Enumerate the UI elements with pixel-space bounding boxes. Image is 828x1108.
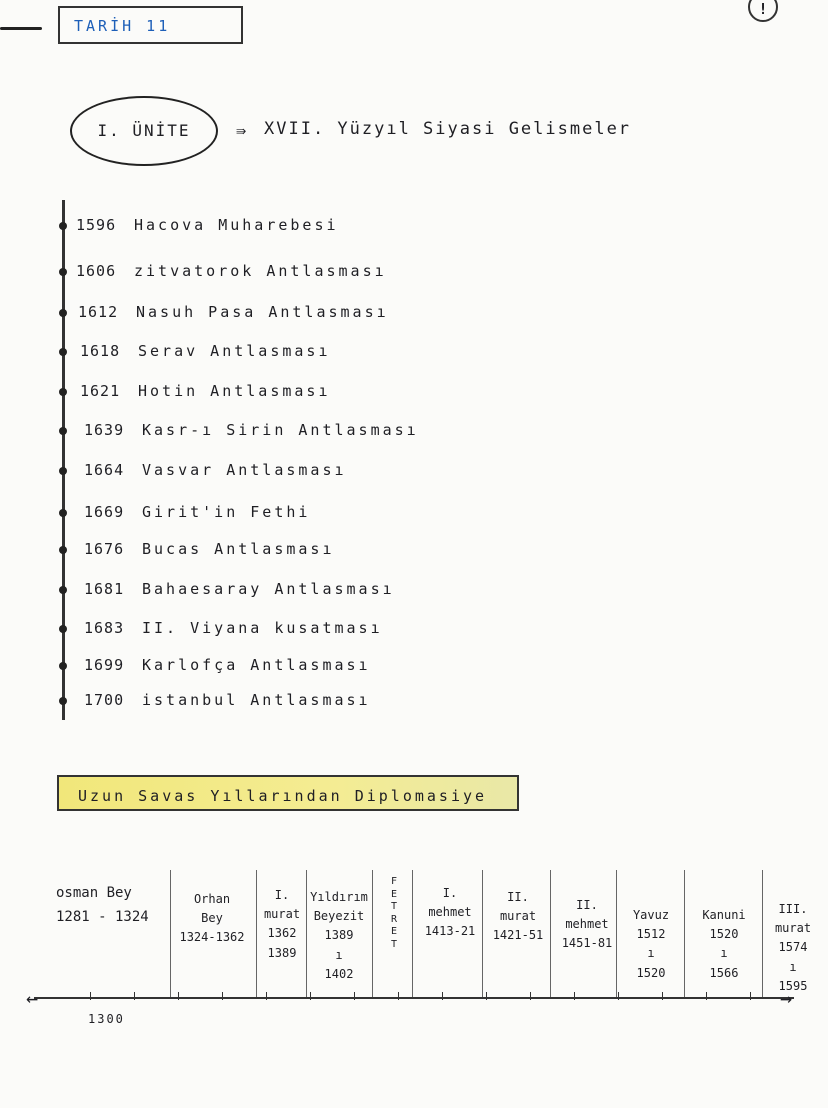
timeline-dot — [59, 388, 67, 396]
page-title: TARİH 11 — [58, 6, 243, 44]
ruler-column — [258, 886, 306, 963]
ruler-column — [308, 888, 370, 984]
ruler-line: III. — [778, 902, 808, 916]
ruler-divider — [306, 870, 307, 998]
event-row — [84, 540, 335, 562]
axis-tick — [90, 992, 91, 1000]
event-name: Hacova Muharebesi — [134, 216, 339, 234]
timeline-dot — [59, 268, 67, 276]
ruler-divider — [412, 870, 413, 998]
axis-tick — [222, 992, 223, 1000]
event-year: 1669 — [84, 503, 125, 521]
event-year: 1596 — [76, 216, 117, 234]
ruler-line: ı — [789, 959, 797, 974]
unit-label: I. ÜNİTE — [70, 96, 218, 166]
arrow-right-icon: ⇛ — [236, 121, 247, 141]
event-name: zitvatorok Antlasması — [134, 262, 387, 280]
event-year: 1639 — [84, 421, 125, 439]
axis-tick — [530, 992, 531, 1000]
ruler-line: Yavuz — [632, 908, 670, 922]
ruler-column — [420, 884, 480, 942]
time-axis — [34, 997, 794, 999]
ruler-line: I. — [442, 886, 458, 900]
ruler-line: 1512 — [636, 927, 666, 942]
ruler-line: II. — [576, 898, 598, 912]
event-name: istanbul Antlasması — [142, 691, 371, 709]
event-row — [78, 303, 389, 325]
axis-tick — [398, 992, 399, 1000]
event-year: 1700 — [84, 691, 125, 709]
ruler-line: osman Bey — [56, 885, 132, 901]
axis-tick — [442, 992, 443, 1000]
ruler-column — [488, 888, 548, 946]
event-row — [84, 421, 419, 443]
event-row — [84, 580, 395, 602]
event-row — [84, 691, 371, 713]
ruler-line: mehmet — [565, 917, 609, 932]
event-row — [80, 342, 331, 364]
highlight-text: Uzun Savas Yıllarından Diplomasiye — [78, 787, 488, 805]
ruler-line: Yıldırım — [310, 890, 368, 904]
ruler-line: 1324-1362 — [179, 930, 245, 945]
ruler-column — [620, 906, 682, 983]
event-year: 1676 — [84, 540, 125, 558]
ruler-column — [172, 890, 252, 948]
axis-tick — [178, 992, 179, 1000]
ruler-line: 1520 — [636, 965, 666, 980]
ruler-line: Kanuni — [702, 908, 746, 922]
ruler-line: 1281 - 1324 — [56, 908, 149, 925]
ruler-column — [768, 900, 818, 996]
event-name: Girit'in Fethi — [142, 503, 311, 521]
event-name: II. Viyana kusatması — [142, 619, 383, 637]
ruler-divider — [616, 870, 617, 998]
ruler-line: E — [390, 926, 398, 937]
ruler-line: F — [390, 876, 398, 887]
event-year: 1683 — [84, 619, 125, 637]
axis-tick — [354, 992, 355, 1000]
timeline-dot — [59, 222, 67, 230]
ruler-column — [56, 882, 168, 930]
ruler-line: 1451-81 — [561, 936, 613, 951]
axis-tick — [662, 992, 663, 1000]
event-row — [76, 262, 387, 284]
event-timeline-line — [62, 200, 65, 720]
axis-tick — [618, 992, 619, 1000]
event-name: Vasvar Antlasması — [142, 461, 347, 479]
event-name: Kasr-ı Sirin Antlasması — [142, 421, 419, 439]
ruler-line: 1595 — [778, 978, 808, 993]
margin-dash — [0, 27, 42, 30]
ruler-divider — [372, 870, 373, 998]
timeline-dot — [59, 662, 67, 670]
info-icon: ! — [748, 0, 778, 22]
ruler-line: ı — [647, 946, 655, 961]
event-row — [84, 656, 371, 678]
event-name: Bucas Antlasması — [142, 540, 335, 558]
unit-title: XVII. Yüzyıl Siyasi Gelismeler — [264, 119, 632, 139]
axis-tick — [574, 992, 575, 1000]
ruler-line: ı — [335, 947, 343, 962]
ruler-line: II. — [507, 890, 529, 904]
ruler-line: 1389 — [267, 945, 297, 960]
event-year: 1664 — [84, 461, 125, 479]
event-year: 1681 — [84, 580, 125, 598]
event-name: Nasuh Pasa Antlasması — [136, 303, 389, 321]
timeline-dot — [59, 348, 67, 356]
ruler-line: 1520 — [709, 927, 739, 942]
event-year: 1606 — [76, 262, 117, 280]
timeline-dot — [59, 467, 67, 475]
ruler-line: 1574 — [778, 940, 808, 955]
ruler-line: R — [390, 913, 398, 925]
arrow-left-icon: ← — [26, 986, 39, 1010]
ruler-line: 1421-51 — [492, 928, 544, 943]
event-name: Karlofça Antlasması — [142, 656, 371, 674]
ruler-line: ı — [720, 946, 728, 961]
event-name: Serav Antlasması — [138, 342, 331, 360]
ruler-line: T — [390, 901, 398, 912]
timeline-dot — [59, 309, 67, 317]
ruler-divider — [482, 870, 483, 998]
timeline-dot — [59, 697, 67, 705]
axis-tick — [486, 992, 487, 1000]
axis-start-label: 1300 — [88, 1012, 125, 1026]
timeline-dot — [59, 625, 67, 633]
event-year: 1621 — [80, 382, 121, 400]
event-name: Hotin Antlasması — [138, 382, 331, 400]
ruler-divider — [684, 870, 685, 998]
ruler-column — [383, 876, 405, 951]
ruler-line: 1413-21 — [424, 924, 476, 939]
event-row — [84, 619, 383, 641]
event-row — [84, 461, 347, 483]
event-row — [84, 503, 310, 525]
ruler-line: Orhan — [193, 892, 231, 906]
timeline-dot — [59, 427, 67, 435]
ruler-line: 1362 — [267, 926, 297, 941]
ruler-line: 1566 — [709, 965, 739, 980]
timeline-dot — [59, 586, 67, 594]
event-row — [76, 216, 339, 238]
ruler-column — [690, 906, 758, 983]
event-name: Bahaesaray Antlasması — [142, 580, 395, 598]
ruler-line: mehmet — [428, 905, 472, 920]
ruler-line: E — [390, 888, 398, 900]
ruler-divider — [170, 870, 171, 998]
ruler-divider — [550, 870, 551, 998]
ruler-line: T — [390, 938, 398, 950]
arrow-right-icon: → — [780, 986, 793, 1010]
ruler-line: 1389 — [324, 928, 354, 943]
ruler-divider — [256, 870, 257, 998]
axis-tick — [134, 992, 135, 1000]
axis-tick — [706, 992, 707, 1000]
ruler-line: murat — [499, 909, 537, 924]
timeline-dot — [59, 546, 67, 554]
event-year: 1699 — [84, 656, 125, 674]
ruler-column — [558, 896, 616, 954]
axis-tick — [310, 992, 311, 1000]
event-year: 1618 — [80, 342, 121, 360]
ruler-divider — [762, 870, 763, 998]
ruler-line: 1402 — [324, 966, 354, 981]
axis-tick — [266, 992, 267, 1000]
ruler-line: Bey — [201, 911, 223, 926]
event-year: 1612 — [78, 303, 119, 321]
event-row — [80, 382, 331, 404]
timeline-dot — [59, 509, 67, 517]
ruler-line: I. murat — [263, 888, 301, 922]
ruler-line: murat — [774, 921, 812, 936]
axis-tick — [750, 992, 751, 1000]
ruler-line: Beyezit — [313, 909, 365, 924]
